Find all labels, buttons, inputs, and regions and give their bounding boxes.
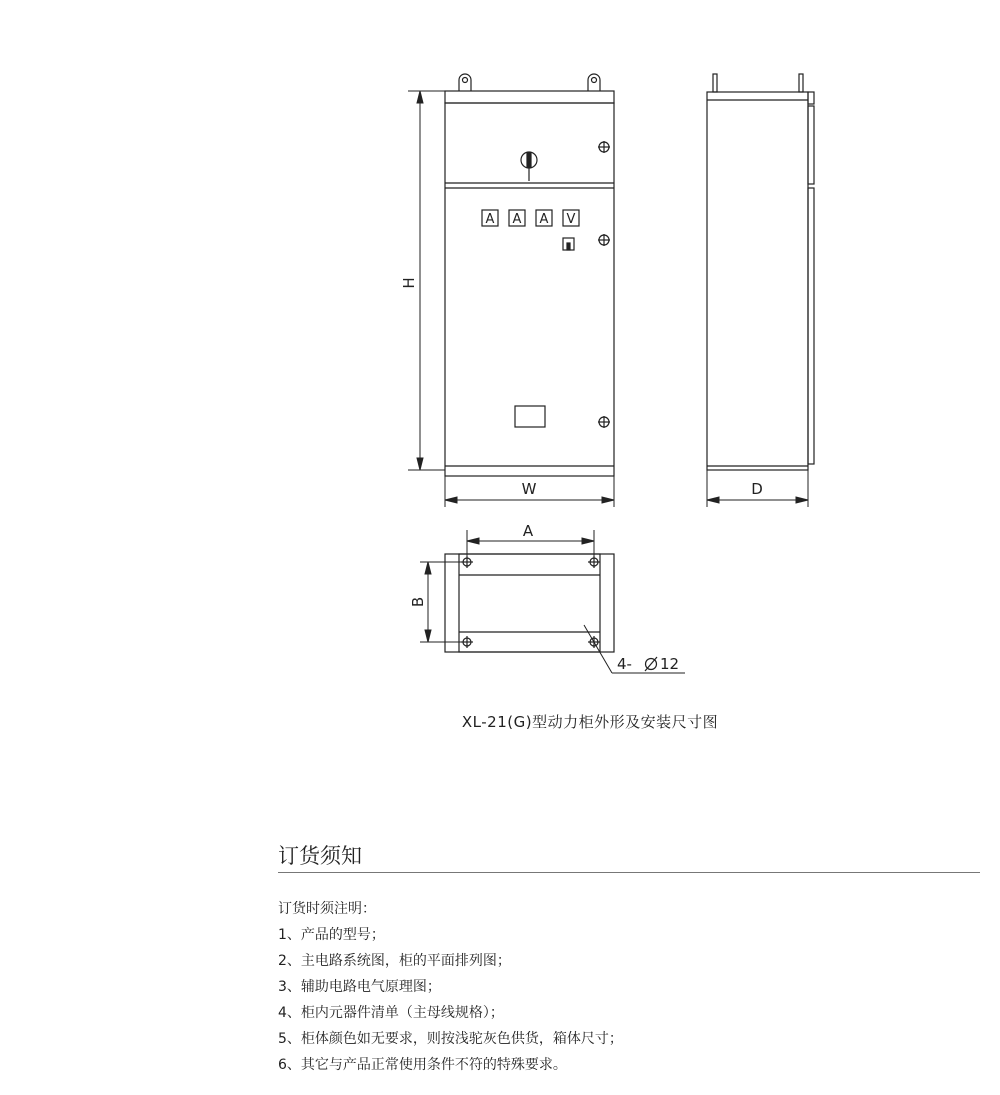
- door-lock-icon: [598, 141, 610, 153]
- meter-label: A: [539, 212, 549, 227]
- list-item: 6、其它与产品正常使用条件不符的特殊要求。: [278, 1057, 567, 1073]
- list-item: 5、柜体颜色如无要求，则按浅驼灰色供货，箱体尺寸；: [278, 1031, 623, 1047]
- b-label: B: [409, 596, 427, 608]
- list-item: 3、辅助电路电气原理图；: [278, 979, 441, 995]
- meter-label: A: [512, 212, 522, 227]
- height-label: H: [400, 277, 418, 289]
- front-view: [445, 74, 614, 476]
- meter-boxes: [482, 210, 579, 226]
- notes-intro: 订货时须注明：: [278, 901, 376, 917]
- order-notes-list: [278, 896, 623, 1078]
- base-plan-view: [445, 554, 685, 673]
- list-item: 1、产品的型号；: [278, 927, 385, 943]
- indicator-icon: [563, 238, 574, 250]
- meter-label: V: [566, 212, 576, 227]
- meter-label: A: [485, 212, 495, 227]
- depth-label: D: [751, 480, 763, 498]
- list-item: 2、主电路系统图，柜的平面排列图；: [278, 953, 511, 969]
- hole-diameter: 12: [660, 655, 680, 673]
- list-item: 4、柜内元器件清单（主母线规格）；: [278, 1005, 504, 1021]
- a-label: A: [522, 522, 534, 540]
- width-label: W: [521, 480, 537, 498]
- nameplate-window: [515, 406, 545, 427]
- figure-caption: XL-21(G)型动力柜外形及安装尺寸图: [461, 713, 719, 731]
- side-view: [707, 74, 814, 470]
- section-divider: [278, 872, 980, 873]
- switch-handle-icon: [521, 152, 537, 181]
- section-title: 订货须知: [278, 844, 362, 868]
- door-lock-icon: [598, 234, 610, 246]
- hole-note: 4-: [617, 655, 632, 673]
- mounting-hole-icon: [588, 556, 600, 568]
- door-lock-icon: [598, 416, 610, 428]
- diameter-icon: [645, 657, 657, 671]
